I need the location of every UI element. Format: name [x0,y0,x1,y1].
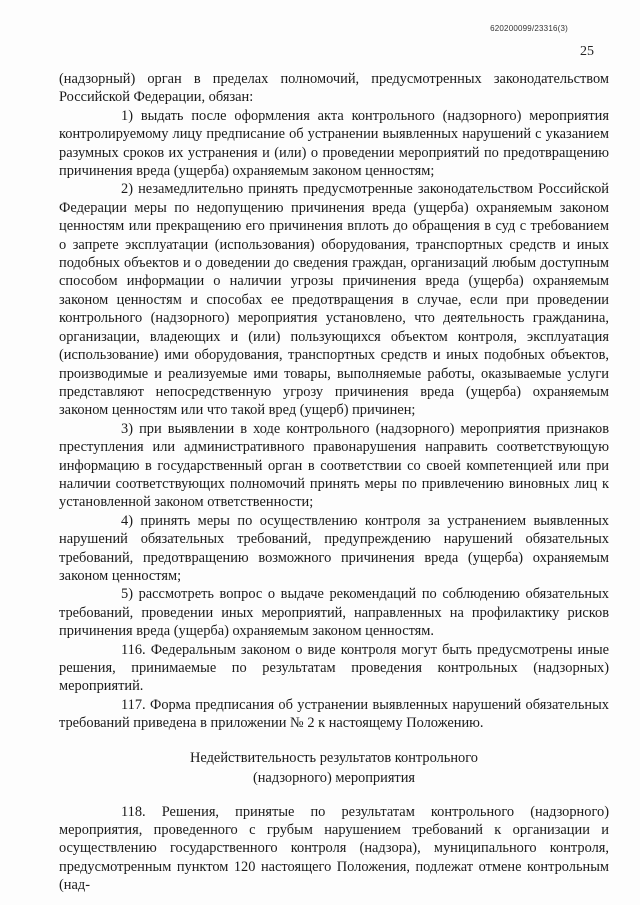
document-body [59,70,609,895]
paragraph-117: 117. Форма предписания об устранении выявленных нарушений обязательных требований приведена в приложении № 2 к настоящему Положению. [59,696,609,732]
paragraph-item-3: 3) при выявлении в ходе контрольного (надзорного) мероприятия признаков преступления или административного правонарушения направить соответствующую информацию в государственный орган в соответствии со своей компетенцией или при наличии соответствующих полномочий принять меры по привлечению виновных лиц к установленной законом ответственности; [59,420,609,511]
section-heading [59,748,609,788]
document-code: 620200099/23316(3) [490,24,568,33]
paragraph-item-4: 4) принять меры по осуществлению контроля за устранением выявленных нарушений обязательных требований, предупреждению нарушений обязательных требований, предотвращению возможного причинения вреда (ущерба) охраняемым законом ценностям; [59,512,609,584]
paragraph-continuation: (надзорный) орган в пределах полномочий, предусмотренных законодательством Российской Федерации, обязан: [59,71,609,106]
paragraph-116: 116. Федеральным законом о виде контроля могут быть предусмотрены иные решения, принимаемые по результатам проведения контрольных (надзорных) мероприятий. [59,641,609,695]
paragraph-item-5: 5) рассмотреть вопрос о выдаче рекомендаций по соблюдению обязательных требований, проведении иных мероприятий, направленных на профилактику рисков причинения вреда (ущерба) охраняемым законом ценностям. [59,586,609,640]
section-heading-line-2: (надзорного) мероприятия [252,769,416,786]
paragraph-item-2: 2) незамедлительно принять предусмотренные законодательством Российской Федерации меры по недопущению причинения вреда (ущерба) охраняемым законом ценностям или прекращению его причинения вплоть до обращения в суд с требованием о запрете эксплуатации (использования) оборудования, транспортных средств и иных подобных объектов и о доведении до сведения граждан, организаций любым доступным способом информации о наличии угрозы причинения вреда (ущерба) охраняемым законом ценностям и способах ее предотвращения в случае, если при проведении контрольного (надзорного) мероприятия установлено, что деятельность гражданина, организации, владеющих и (или) пользующихся объектом контроля, эксплуатация (использование) ими оборудования, транспортных средств и иных подобных объектов, производимые и реализуемые ими товары, выполняемые работы, оказываемые услуги представляют непосредственную угрозу причинения вреда (ущерба) охраняемым законом ценностям или что такой вред (ущерб) причинен; [59,181,609,419]
paragraph-118: 118. Решения, принятые по результатам контрольного (надзорного) мероприятия, проведенного с грубым нарушением требований к организации и осуществлению государственного контроля (надзора), муниципального контроля, предусмотренным пунктом 120 настоящего Положения, подлежат отмене контрольным (над- [59,803,609,894]
paragraph-item-1: 1) выдать после оформления акта контрольного (надзорного) мероприятия контролируемому лицу предписание об устранении выявленных нарушений с указанием разумных сроков их устранения и (или) о проведении мероприятий по предотвращению причинения вреда (ущерба) охраняемым законом ценностям; [59,107,609,180]
section-heading-line-1: Недействительность результатов контрольного [190,749,478,766]
page-number: 25 [580,44,594,59]
